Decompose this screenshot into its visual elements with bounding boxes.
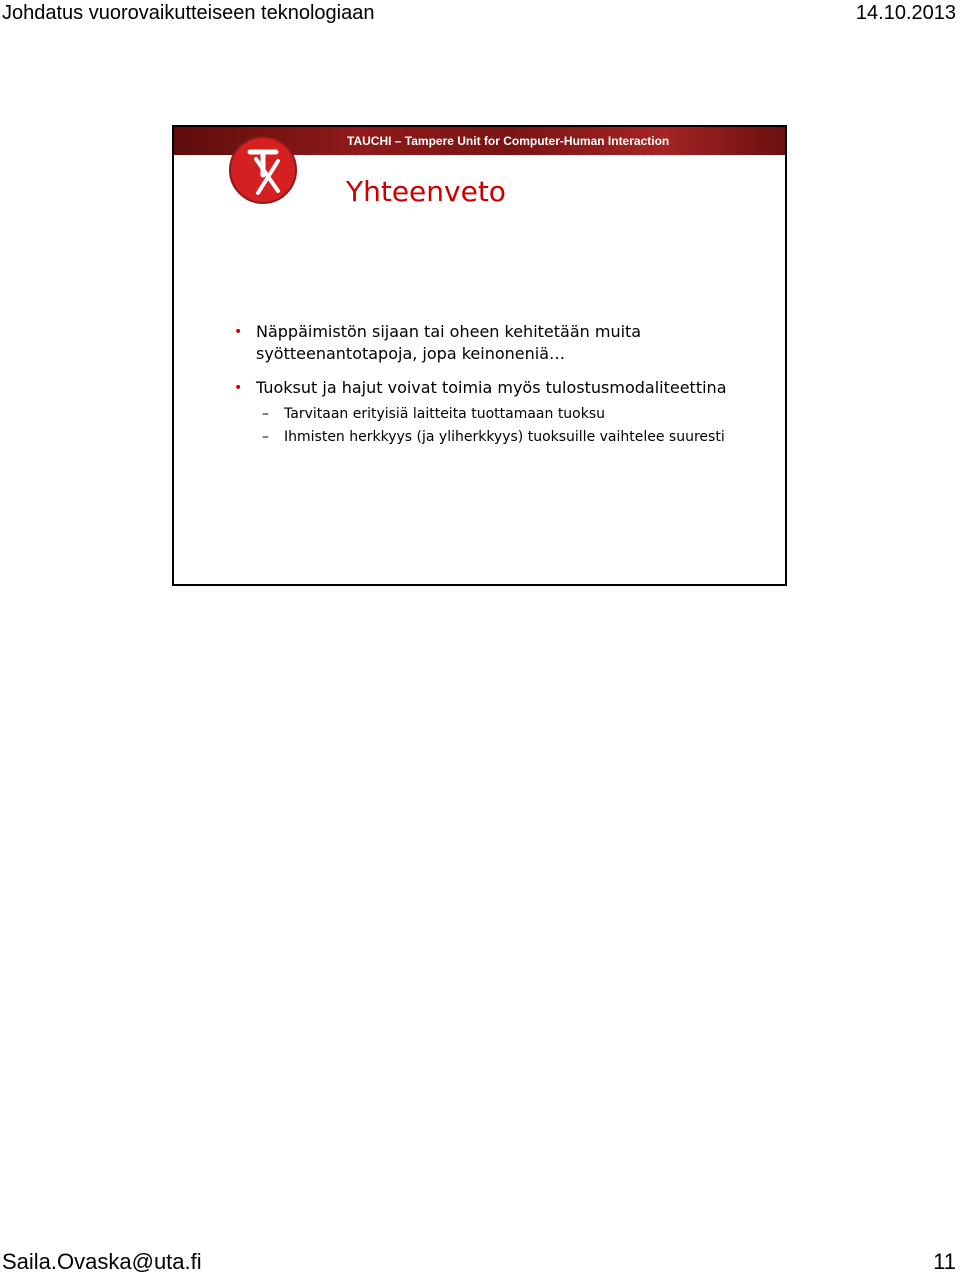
bullet-dot-icon: •: [234, 380, 243, 396]
bullet-text: Näppäimistön sijaan tai oheen kehitetään muita syötteenantotapoja, jopa keinoneniä…: [256, 322, 642, 363]
bullet-item: [232, 377, 772, 399]
dash-icon: –: [262, 406, 269, 422]
course-title: Johdatus vuorovaikutteiseen teknologiaan: [2, 2, 375, 24]
slide: [172, 125, 787, 586]
sub-bullet-item: [232, 428, 772, 447]
slide-content: [232, 321, 772, 457]
slide-title: Yhteenveto: [346, 175, 506, 208]
dash-icon: –: [262, 429, 269, 445]
bullet-text: Tuoksut ja hajut voivat toimia myös tulostusmodaliteettina: [256, 378, 727, 397]
page-number: 11: [933, 1249, 956, 1274]
bullet-item: [232, 321, 772, 365]
tauchi-logo-icon: [228, 135, 298, 205]
banner-text: TAUCHI – Tampere Unit for Computer-Human Interaction: [347, 134, 670, 148]
sub-bullet-text: Tarvitaan erityisiä laitteita tuottamaan tuoksu: [284, 406, 606, 422]
sub-bullet-text: Ihmisten herkkyys (ja yliherkkyys) tuoksuille vaihtelee suuresti: [284, 429, 725, 445]
header-date: 14.10.2013: [855, 2, 956, 24]
bullet-dot-icon: •: [234, 324, 243, 340]
sub-bullet-item: [232, 405, 772, 424]
footer-email: Saila.Ovaska@uta.fi: [2, 1249, 202, 1274]
